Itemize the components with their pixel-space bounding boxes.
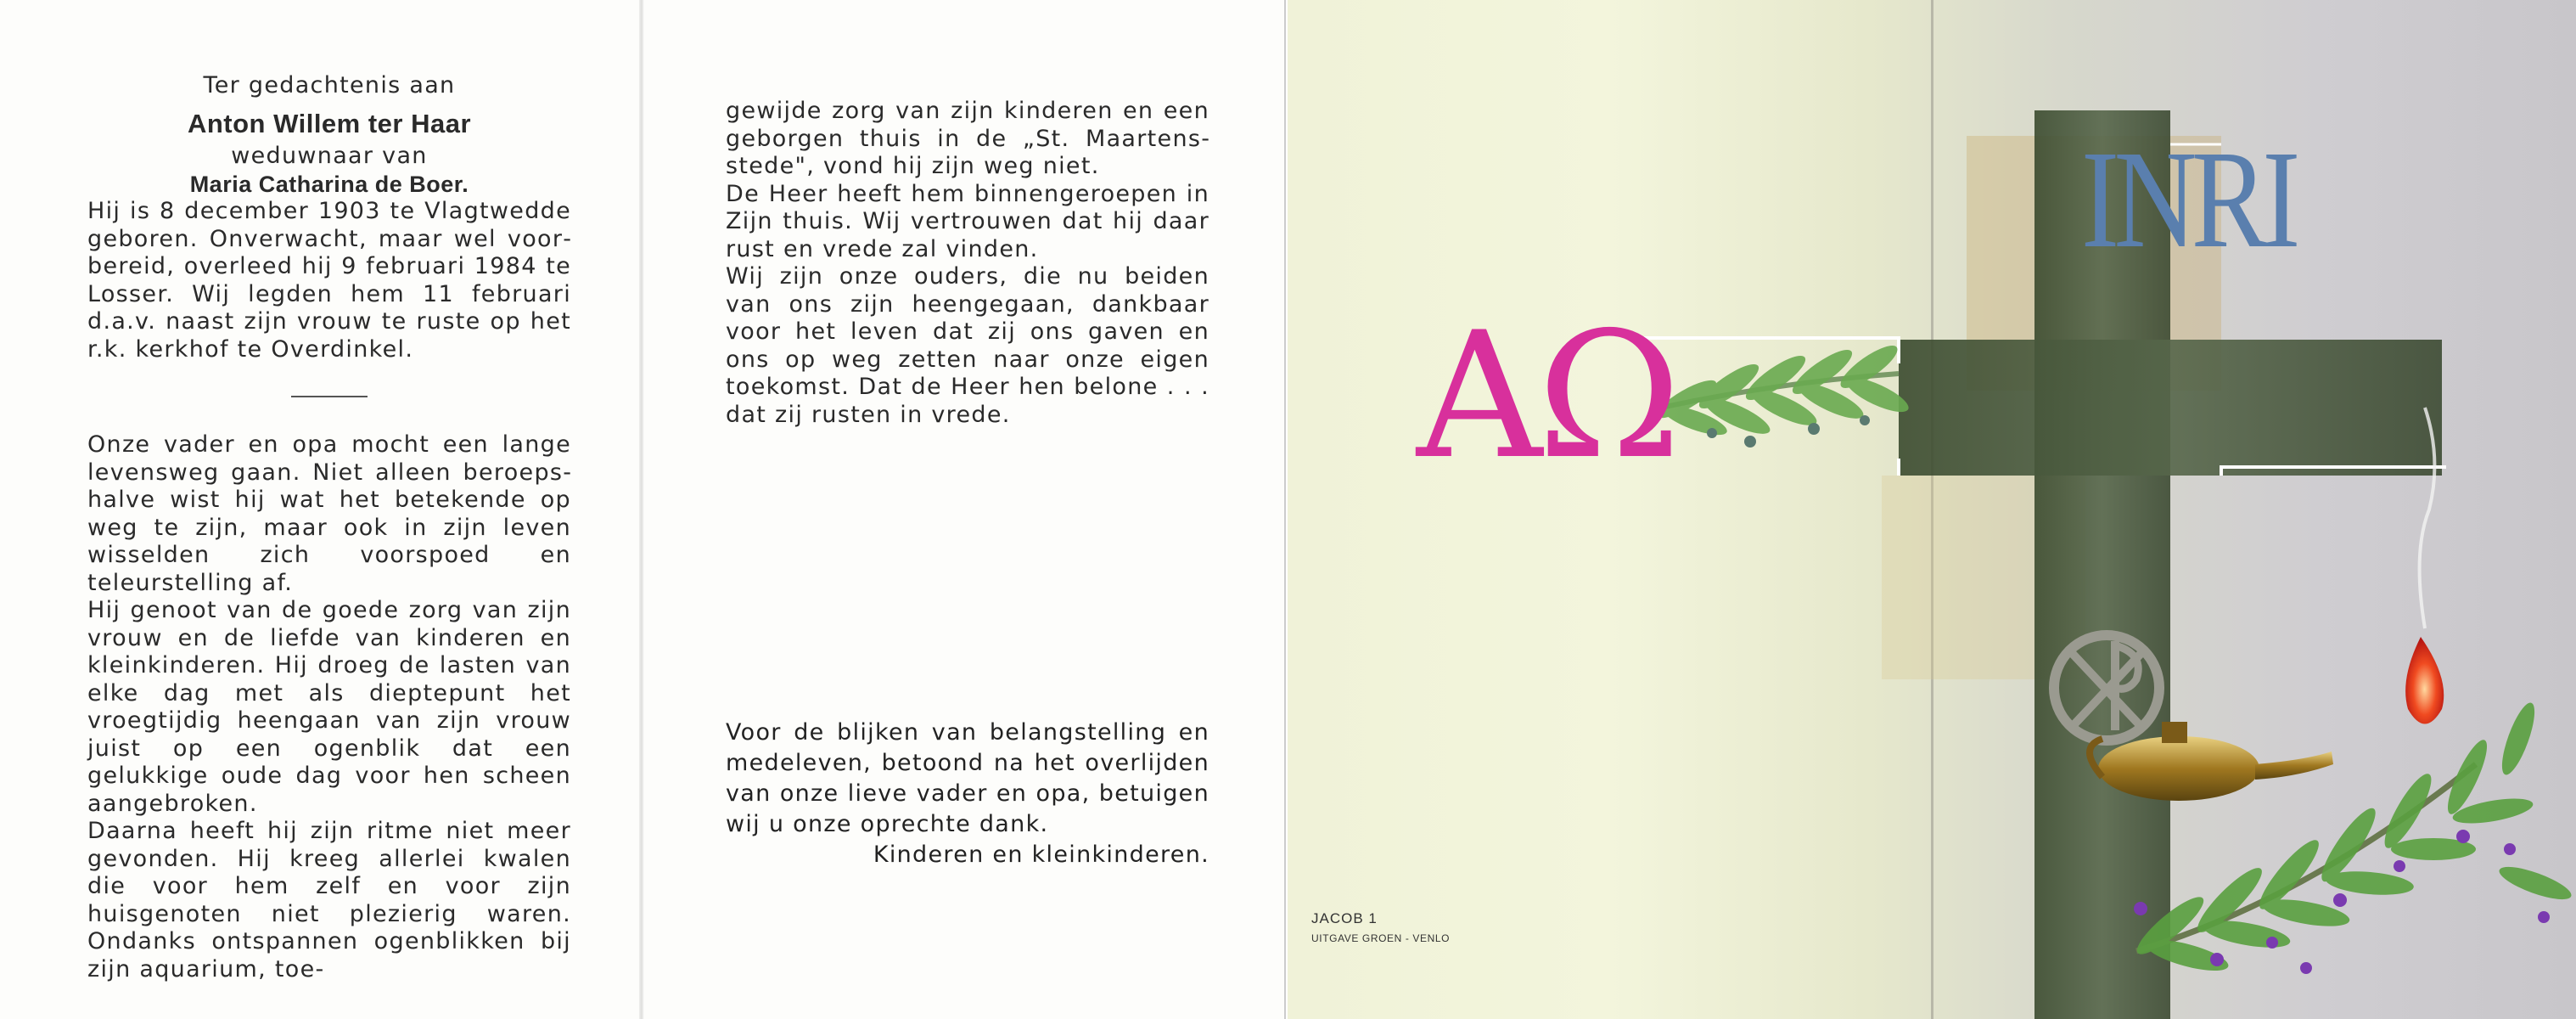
laurel-branch-icon bbox=[1653, 339, 1912, 448]
inner-card-panel bbox=[0, 0, 1286, 1019]
later-years-paragraph: Daarna heeft hij zijn ritme niet meer gevonden. Hij kreeg allerlei kwalen die voor hem zelf en voor zijn huisgenoten niet plezierig waren. Ondanks ontspannen ogenblikken bij zijn aquarium, toe- bbox=[87, 818, 571, 982]
signature-text: Kinderen en kleinkinderen. bbox=[873, 842, 1209, 868]
publisher-name: UITGAVE GROEN - VENLO bbox=[1311, 932, 1451, 944]
inri-inscription: INRI bbox=[2081, 121, 2295, 277]
memorial-heading: Ter gedachtenis aan bbox=[203, 72, 456, 99]
faith-paragraph: De Heer heeft hem binnengeroepen in Zijn thuis. Wij vertrouwen dat hij daar rust en vrede zal vinden. bbox=[726, 180, 1209, 262]
flame-icon bbox=[2405, 637, 2444, 724]
thanks-block bbox=[726, 718, 1209, 870]
family-paragraph: Hij genoot van de goede zorg van zijn vrouw en de liefde van kinderen en kleinkinderen. Hij droeg de lasten van elke dag met als dieptepunt het vroegtijdig heengaan van zijn vrouw juist op een ogenblik dat een gelukkige oude dag voor hen scheen aangebroken. bbox=[87, 597, 571, 817]
life-paragraph: Onze vader en opa mocht een lange levensweg gaan. Niet alleen beroepshalve wist hij wat het betekende op weg te zijn, maar ook in zijn leven wisselden zich voorspoed en teleurstelling af. bbox=[87, 431, 571, 596]
cross-shape bbox=[1644, 110, 2446, 1019]
care-paragraph: gewijde zorg van zijn kinderen en een geborgen thuis in de „St. Maartensstede", vond hij zijn weg niet. bbox=[726, 98, 1209, 179]
alpha-omega-symbol: AΩ bbox=[1417, 296, 1677, 498]
publisher-credit bbox=[1311, 910, 1450, 944]
gratitude-paragraph: Wij zijn onze ouders, die nu beiden van ons zijn heengegaan, dankbaar voor het leven dat zij ons gaven en ons op weg zetten naar onze eigen toekomst. Dat de Heer hen belone . . . dat zij rusten in vrede. bbox=[726, 263, 1209, 428]
relation-text: weduwnaar van bbox=[231, 143, 428, 169]
cover-panel bbox=[1288, 0, 2576, 1019]
cover-illustration bbox=[1288, 0, 2576, 1019]
left-text-column bbox=[87, 72, 571, 983]
thanks-text: Voor de blijken van belangstelling en medeleven, betoond na het overlijden van onze lieve vader en opa, betuigen wij u onze oprechte dank. bbox=[726, 719, 1209, 837]
divider-line bbox=[291, 396, 368, 397]
publisher-code: JACOB 1 bbox=[1311, 910, 1378, 926]
biography-paragraph: Hij is 8 december 1903 te Vlagtwedde geboren. Onverwacht, maar wel voorbereid, overleed hij 9 februari 1984 te Losser. Wij legden hem 11 februari d.a.v. naast zijn vrouw te ruste op het r.k. kerkhof te Overdinkel. bbox=[87, 198, 571, 363]
right-text-column bbox=[726, 98, 1209, 429]
deceased-name: Anton Willem ter Haar bbox=[187, 108, 472, 138]
spouse-name: Maria Catharina de Boer. bbox=[189, 171, 469, 197]
center-fold bbox=[639, 0, 644, 1019]
